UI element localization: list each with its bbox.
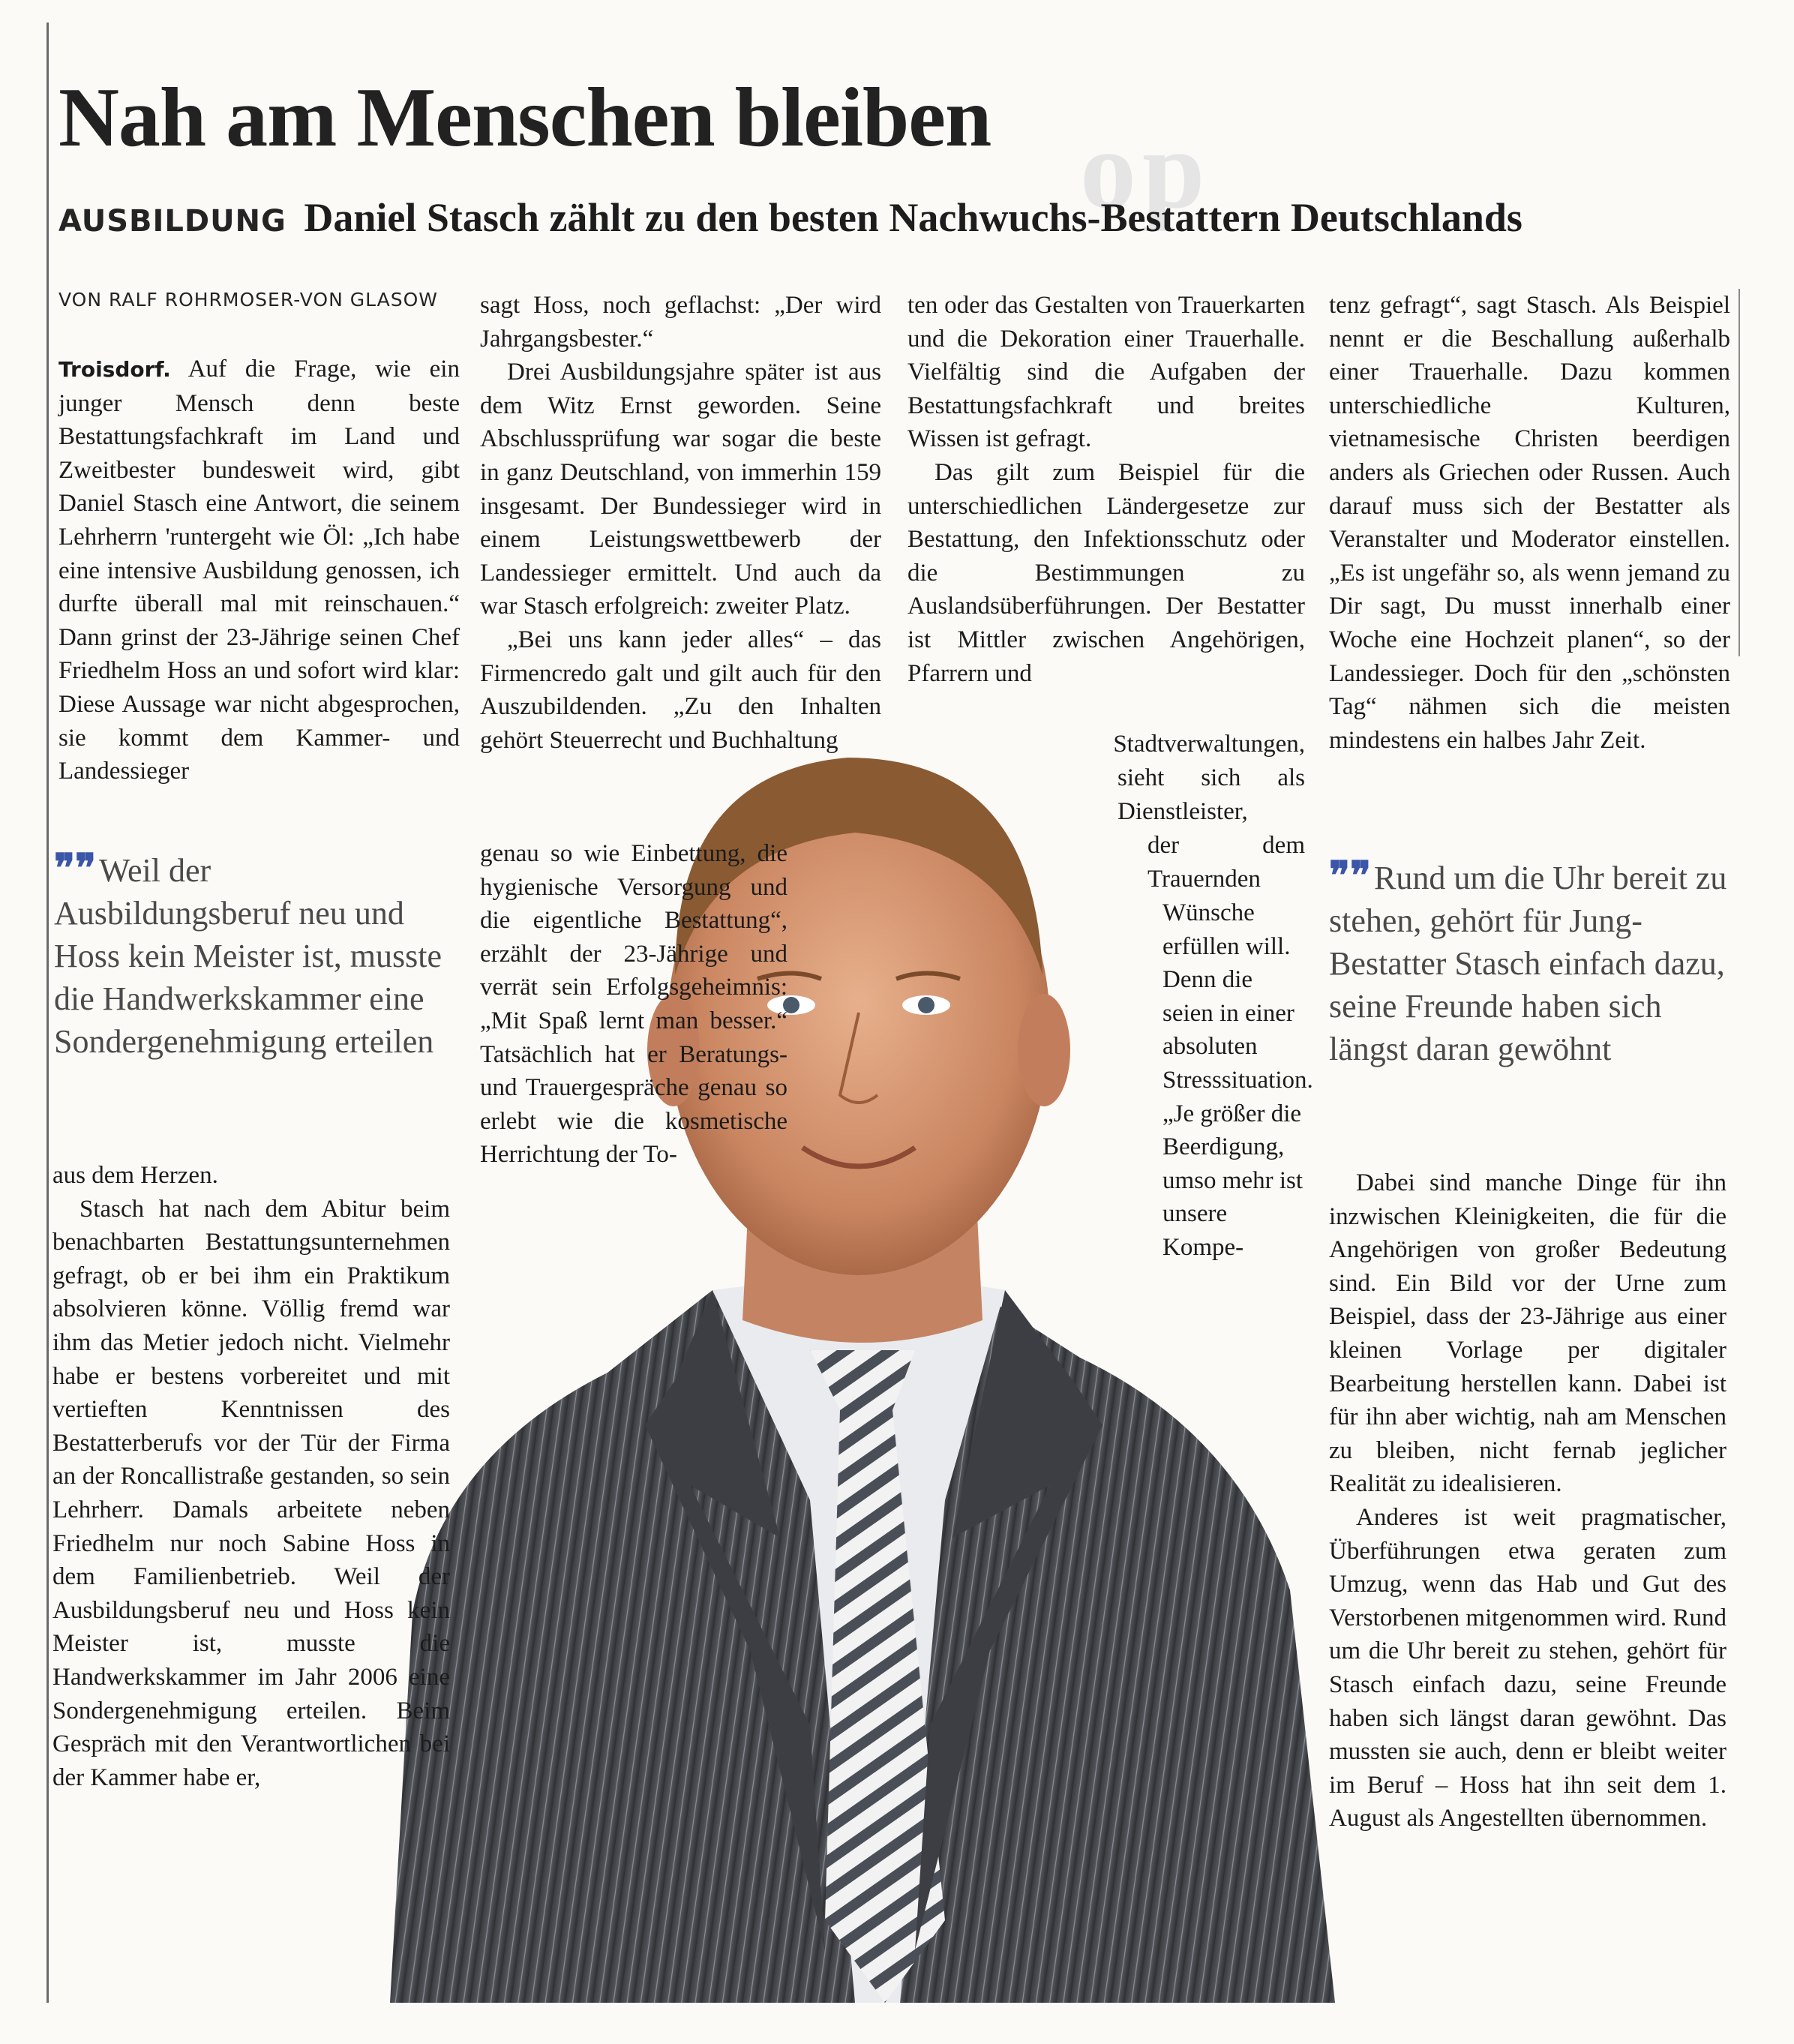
paragraph: genau so wie Einbettung, die hygienische Versorgung und die eigentliche Bestattung“, erzählt der 23-Jährige und verrät sein Erfolgsgeheimnis: „Mit Spaß lernt man besser.“ Tatsächlich hat er Beratungs- und Trauergespräche genau so erlebt wie die kosmetische Herrichtung der To- <box>480 840 788 1169</box>
paragraph: Stasch hat nach dem Abitur beim benachbarten Bestattungsunternehmen gefragt, ob er bei ihm ein Praktikum absolvieren könne. Völlig fremd war ihm das Metier jedoch nicht. Vielmehr habe er bestens vorbereitet und mit vertieften Kenntnissen des Bestatterberufs vor der Tür der Firma an der Roncallistraße gestanden, so sein Lehrherr. Damals arbeitete neben Friedhelm nur noch Sabine Hoss in dem Familienbetrieb. Weil der Ausbildungsberuf neu und Hoss kein Meister ist, musste die Handwerkskammer im Jahr 2006 eine Sondergenehmigung erteilen. Beim Gespräch mit den Verantwortlichen bei der Kammer habe er, <box>52 1195 450 1791</box>
pull-quote-1-text: Weil der Ausbildungsberuf neu und Hoss kein Meister ist, musste die Handwerkskammer eine Sondergenehmigung erteilen <box>54 852 442 1060</box>
column-4-top <box>1329 289 1730 829</box>
pull-quote-2-text: Rund um die Uhr bereit zu stehen, gehört für Jung-Bestatter Stasch einfach dazu, seine Freunde haben sich längst daran gewöhnt <box>1329 860 1727 1067</box>
paragraph: der dem Trauernden <box>1148 832 1305 893</box>
paragraph: Wünsche erfüllen will. Denn die seien in einer absoluten Stresssituation. „Je größer die Beerdigung, umso mehr ist unsere Kompe- <box>1162 899 1313 1261</box>
column-3-top <box>908 289 1305 716</box>
kicker: AUSBILDUNG <box>58 204 286 239</box>
subheadline <box>58 188 1746 248</box>
paragraph: Das gilt zum Beispiel für die unterschiedlichen Ländergesetze zur Bestattung, den Infektionsschutz oder die Bestimmungen zu Auslandsüberführungen. Der Bestatter ist Mittler zwischen Angehörigen, Pfarrern und <box>908 458 1305 687</box>
column-4-bottom <box>1329 1166 1726 2014</box>
column-3-wrap-3 <box>1148 829 1305 896</box>
quote-mark-icon: ❞❞ <box>54 847 96 890</box>
paragraph: „Bei uns kann jeder alles“ – das Firmencredo galt und gilt auch für den Auszubildenden. „Zu den Inhalten gehört Steuerrecht und Buchhaltung <box>480 626 881 754</box>
column-rule-right <box>1738 289 1740 656</box>
paragraph: sagt Hoss, noch geflachst: „Der wird Jahrgangsbester.“ <box>480 292 881 353</box>
pull-quote-1 <box>54 848 444 1103</box>
paragraph: Dabei sind manche Dinge für ihn inzwischen Kleinigkeiten, die für die Angehörigen von großer Bedeutung sind. Ein Bild vor der Urne zum Beispiel, dass der 23-Jährige aus einer kleinen Vorlage per digitaler Bearbeitung herstellen kann. Dabei ist für ihn aber wichtig, nah am Menschen zu bleiben, nicht fernab jeglicher Realität zu idealisieren. <box>1329 1169 1726 1498</box>
paragraph: Stadtverwaltungen, <box>1113 731 1305 758</box>
quote-mark-icon: ❞❞ <box>1329 854 1371 898</box>
headline: Nah am Menschen bleiben <box>58 71 992 164</box>
byline: VON RALF ROHRMOSER-VON GLASOW <box>58 289 438 311</box>
pull-quote-2 <box>1329 855 1734 1110</box>
column-3-wrap-2 <box>1118 761 1305 829</box>
column-1-text: Auf die Frage, wie ein junger Mensch denn beste Bestattungsfachkraft im Land und Zweitbester bundesweit wird, gibt Daniel Stasch eine Antwort, die seinem Lehrherrn 'runtergeht wie Öl: „Ich habe eine intensive Ausbildung genossen, ich durfte überall mal mit reinschauen.“ Dann grinst der 23-Jährige seinen Chef Friedhelm Hoss an und sofort wird klar: Diese Aussage war nicht abgesprochen, sie kommt dem Kammer- und Landessieger <box>58 356 460 785</box>
column-3-wrap-4 <box>1162 896 1313 1346</box>
column-2-bottom <box>480 837 788 1317</box>
paragraph: Drei Ausbildungsjahre später ist aus dem Witz Ernst geworden. Seine Abschlussprüfung war sogar die beste in ganz Deutschland, von immerhin 159 insgesamt. Der Bundessieger wird in einem Leistungswettbewerb der Landessieger ermittelt. Und auch da war Stasch erfolgreich: zweiter Platz. <box>480 359 881 620</box>
column-2-top <box>480 289 881 836</box>
paragraph: aus dem Herzen. <box>52 1162 218 1189</box>
subheadline-text: Daniel Stasch zählt zu den besten Nachwuchs-Bestattern Deutschlands <box>304 195 1522 240</box>
column-3-wrap-1 <box>1050 728 1305 762</box>
paragraph: ten oder das Gestalten von Trauerkarten und die Dekoration einer Trauerhalle. Vielfältig sind die Aufgaben der Bestattungsfachkraft und breites Wissen ist gefragt. <box>908 292 1305 453</box>
dateline: Troisdorf. <box>58 357 171 382</box>
bleed-through-shadow: op <box>1080 107 1211 232</box>
paragraph: tenz gefragt“, sagt Stasch. Als Beispiel nennt er die Beschallung außerhalb einer Trauerhalle. Dazu kommen unterschiedliche Kulturen, vietnamesische Christen beerdigen anders als Griechen oder Russen. Auch darauf muss sich der Bestatter als Veranstalter und Moderator einstellen. „Es ist ungefähr so, als wenn jemand zu Dir sagt, Du musst innerhalb einer Woche eine Hochzeit planen“, so der Landessieger. Doch für den „schönsten Tag“ nähmen sich die meisten mindestens ein halbes Jahr Zeit. <box>1329 292 1730 754</box>
column-1-bottom <box>52 1159 450 2006</box>
paragraph: Anderes ist weit pragmatischer, Überführungen etwa geraten zum Umzug, wenn das Hab und Gut des Verstorbenen mitgenommen wird. Rund um die Uhr bereit zu stehen, gehört für Stasch einfach dazu, seine Freunde haben sich längst daran gewöhnt. Das mussten sie auch, denn er bleibt weiter im Beruf – Hoss hat ihn seit dem 1. August als Angestellten übernommen. <box>1329 1503 1726 1832</box>
paragraph: sieht sich als Dienstleister, <box>1118 764 1305 825</box>
column-1-top <box>58 353 460 833</box>
column-rule-left <box>46 23 49 2003</box>
